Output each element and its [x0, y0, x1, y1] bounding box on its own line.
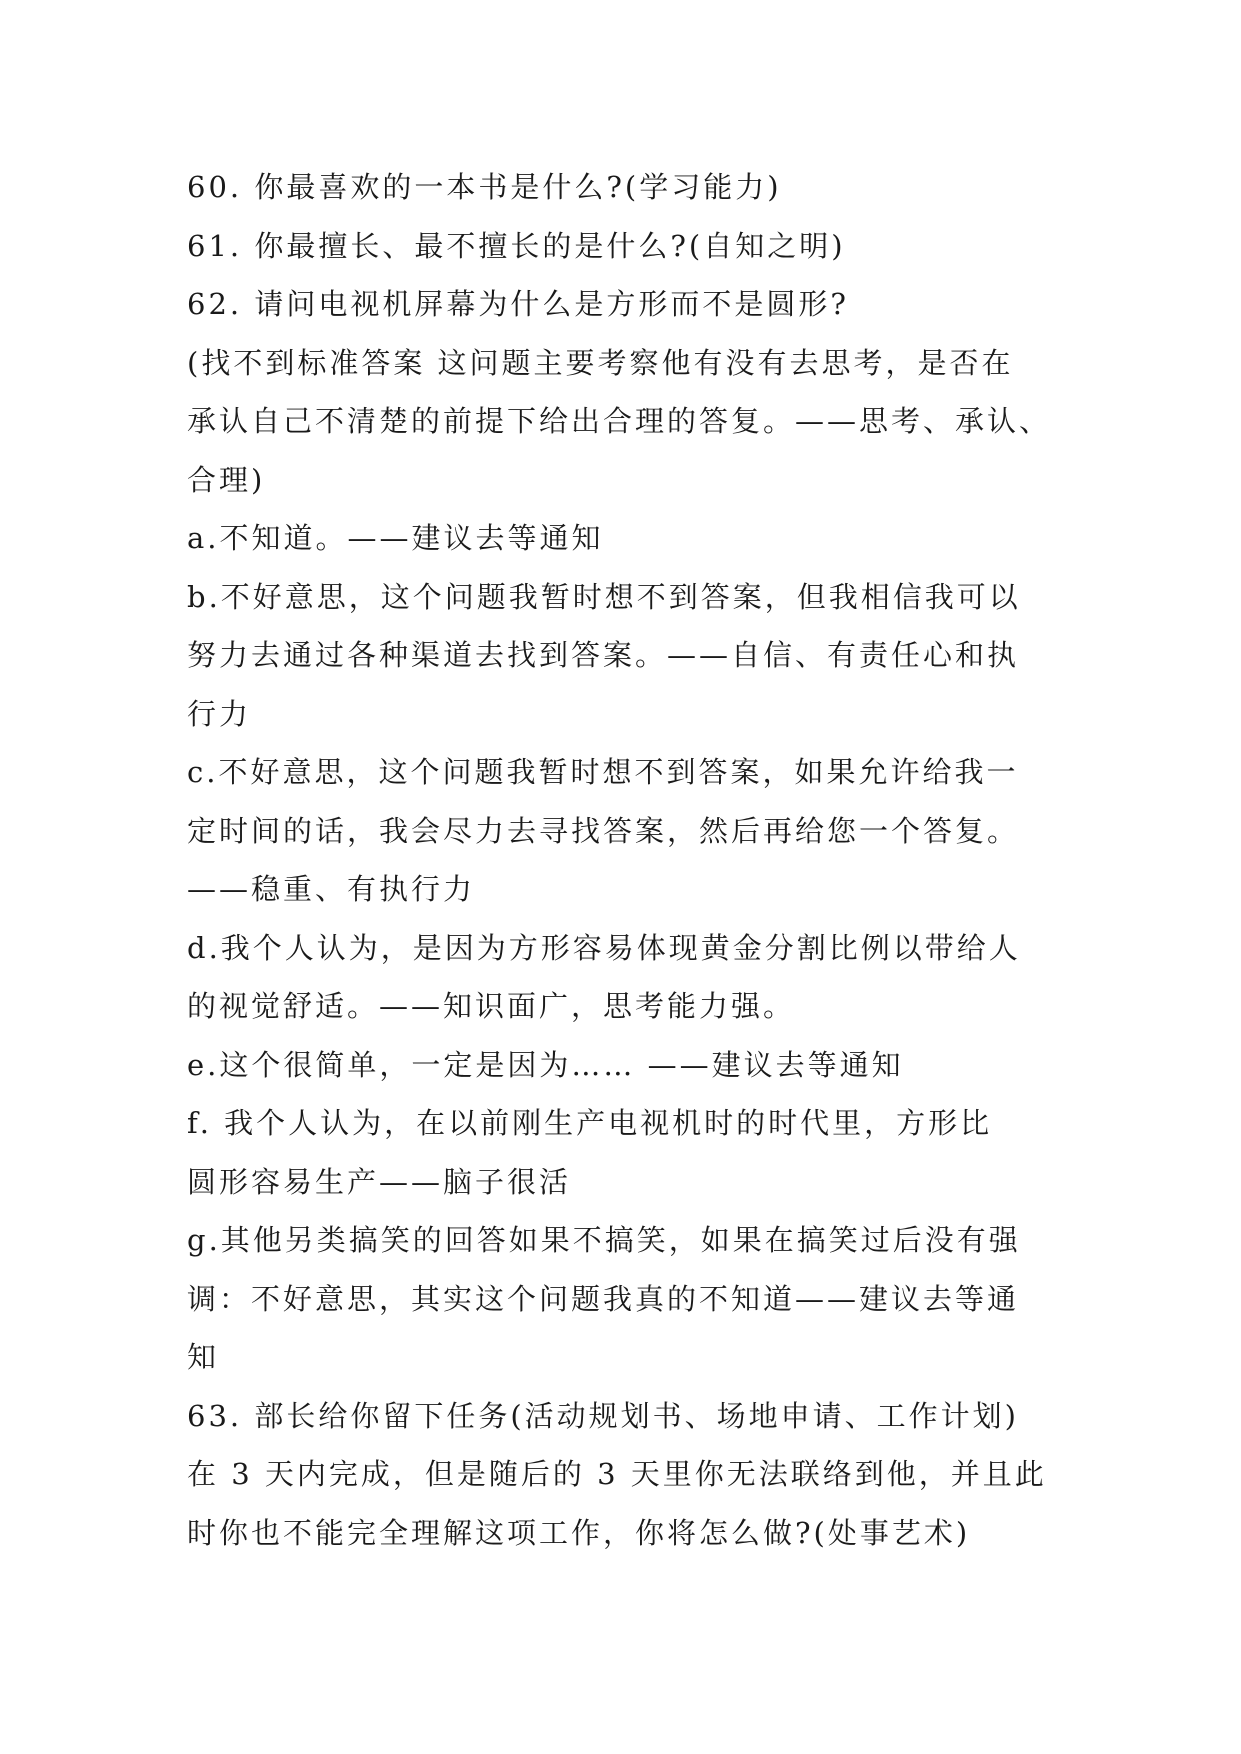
text-line: d.我个人认为，是因为方形容易体现黄金分割比例以带给人 — [187, 930, 1021, 965]
text-line: 定时间的话，我会尽力去寻找答案，然后再给您一个答复。 — [187, 813, 1020, 848]
text-line: 在 3 天内完成，但是随后的 3 天里你无法联络到他，并且此 — [187, 1457, 1047, 1491]
text-line: (找不到标准答案 这问题主要考察他有没有去思考，是否在 — [187, 345, 1014, 380]
text-line: ——稳重、有执行力 — [187, 872, 476, 906]
text-line: 知 — [187, 1340, 220, 1374]
text-line: 圆形容易生产——脑子很活 — [187, 1164, 572, 1199]
text-line: 63. 部长给你留下任务(活动规划书、场地申请、工作计划) — [187, 1398, 1019, 1433]
document-body — [187, 158, 1087, 1562]
text-line: 调：不好意思，其实这个问题我真的不知道——建议去等通 — [187, 1281, 1020, 1316]
text-line: e.这个很简单，一定是因为…… ——建议去等通知 — [187, 1047, 904, 1082]
text-line: b.不好意思，这个问题我暂时想不到答案，但我相信我可以 — [187, 579, 1021, 614]
text-line: 行力 — [187, 696, 252, 731]
text-line: 时你也不能完全理解这项工作，你将怎么做?(处事艺术) — [187, 1515, 971, 1550]
text-line: c.不好意思，这个问题我暂时想不到答案，如果允许给我一 — [187, 755, 1019, 789]
text-line: 的视觉舒适。——知识面广，思考能力强。 — [187, 989, 796, 1023]
text-line: 60. 你最喜欢的一本书是什么?(学习能力) — [187, 170, 782, 204]
text-line: 合理) — [187, 462, 266, 497]
text-line: 努力去通过各种渠道去找到答案。——自信、有责任心和执 — [187, 638, 1020, 672]
text-line: 62. 请问电视机屏幕为什么是方形而不是圆形? — [187, 287, 849, 321]
text-line: g.其他另类搞笑的回答如果不搞笑，如果在搞笑过后没有强 — [187, 1223, 1021, 1257]
text-line: f. 我个人认为，在以前刚生产电视机时的时代里，方形比 — [187, 1106, 993, 1140]
text-line: 61. 你最擅长、最不擅长的是什么?(自知之明) — [187, 228, 846, 263]
text-line: a.不知道。——建议去等通知 — [187, 521, 604, 555]
text-line: 承认自己不清楚的前提下给出合理的答复。——思考、承认、 — [187, 404, 1052, 438]
